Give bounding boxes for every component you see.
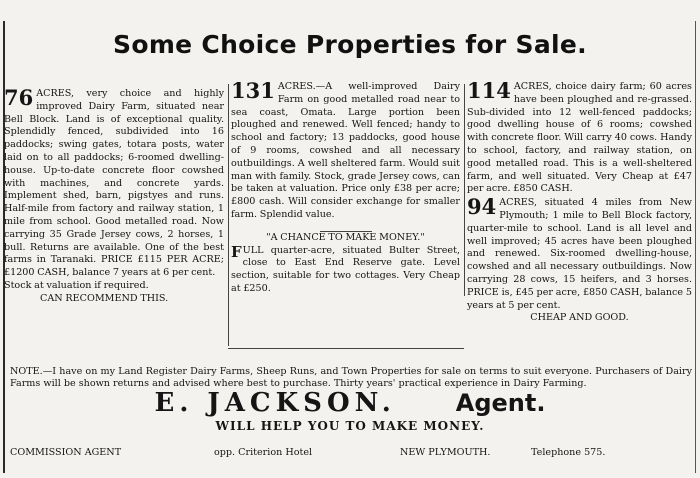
register-note: NOTE.—I have on my Land Register Dairy Farms, Sheep Runs, and Town Properties for sale on terms to suit everyone. Purchasers of Dairy Farms will be shown returns and advised where best to purchase. Thirty years' practical experience in Dairy Farming. <box>10 365 692 390</box>
chance-listing <box>231 242 460 296</box>
footer-location: opp. Criterion Hotel <box>214 447 313 458</box>
listing-114 <box>467 81 692 343</box>
listing-number: 131 <box>231 81 275 103</box>
listing-text: ULL quarter-acre, situated Bulter Street, close to East End Reserve gate. Level section, suitable for two cottages. Very Cheap at £250. <box>231 244 460 294</box>
agent-role: Agent. <box>455 389 546 417</box>
footer-phone: Telephone 575. <box>531 447 606 458</box>
cheap-and-good: CHEAP AND GOOD. <box>530 312 629 324</box>
listing-text: ACRES, choice dairy farm; 60 acres have been ploughed and re-grassed. Sub-divided into 12 well-fenced paddocks; good dwelling house of 6 rooms; cowshed with concrete floor. Will carry 40 cows. Handy to school, factory, and railway station, on good metalled road. This is a well-sheltered farm, and well situated. Very Cheap at £47 per acre. £850 CASH. <box>467 81 692 195</box>
agent-name: E. JACKSON. <box>154 388 396 418</box>
agent-line <box>0 388 700 418</box>
footer-title: COMMISSION AGENT <box>10 447 122 458</box>
listing-number: 114 <box>467 81 511 103</box>
tagline: WILL HELP YOU TO MAKE MONEY. <box>215 419 485 433</box>
listing-131 <box>231 81 460 357</box>
section-rule <box>320 231 372 232</box>
section-rule <box>228 348 464 349</box>
stock-note: Stock at valuation if required. <box>4 279 149 291</box>
chance-heading: "A CHANCE TO MAKE MONEY." <box>266 231 425 243</box>
listing-94 <box>467 194 692 312</box>
column-divider-right <box>464 84 465 296</box>
listing-text: ACRES, situated 4 miles from New Plymouth; 1 mile to Bell Block factory, quarter-mile to school. Land is all level and well improved; 45 acres have been ploughed and renewed. Six-roomed dwelling-house, cowshed and all necessary outbuildings. Now carrying 28 cows, 15 heifers, and 3 horses. PRICE is, £45 per acre, £850 CASH, balance 5 years at 5 per cent. <box>467 197 692 311</box>
footer-town: NEW PLYMOUTH. <box>400 447 491 458</box>
drop-cap: F <box>231 242 242 261</box>
listing-number: 76 <box>4 88 34 110</box>
listing-text: ACRES, very choice and highly improved Dairy Farm, situated near Bell Block. Land is of exceptional quality. Splendidly fenced, subdivided into 16 paddocks; swing gates, totara posts, water laid on to all paddocks; 6-roomed dwelling-house. Up-to-date concrete floor cowshed with machines, and concrete yards. Implement shed, barn, pigstyes and runs. Half-mile from factory and railway station, 1 mile from school. Good metalled road. Now carrying 35 Grade Jersey cows, 2 horses, 1 bull. Returns are available. One of the best farms in Taranaki. PRICE £115 PER ACRE; £1200 CASH, balance 7 years at 6 per cent. <box>4 88 224 279</box>
listing-76 <box>4 88 224 340</box>
recommend-line: CAN RECOMMEND THIS. <box>40 292 169 304</box>
listing-text: ACRES.—A well-improved Dairy Farm on good metalled road near to sea coast, Omata. Large portion been ploughed and renewed. Well fenced; handy to school and factory; 13 paddocks, good house of 9 rooms, cowshed and all necessary outbuildings. A well sheltered farm. Would suit man with family. Stock, grade Jersey cows, can be taken at valuation. Price only £38 per acre; £800 cash. Will consider exchange for smaller farm. Splendid value. <box>231 81 460 220</box>
headline: Some Choice Properties for Sale. <box>113 30 587 59</box>
listing-number: 94 <box>467 194 497 220</box>
column-divider-left <box>228 84 229 346</box>
